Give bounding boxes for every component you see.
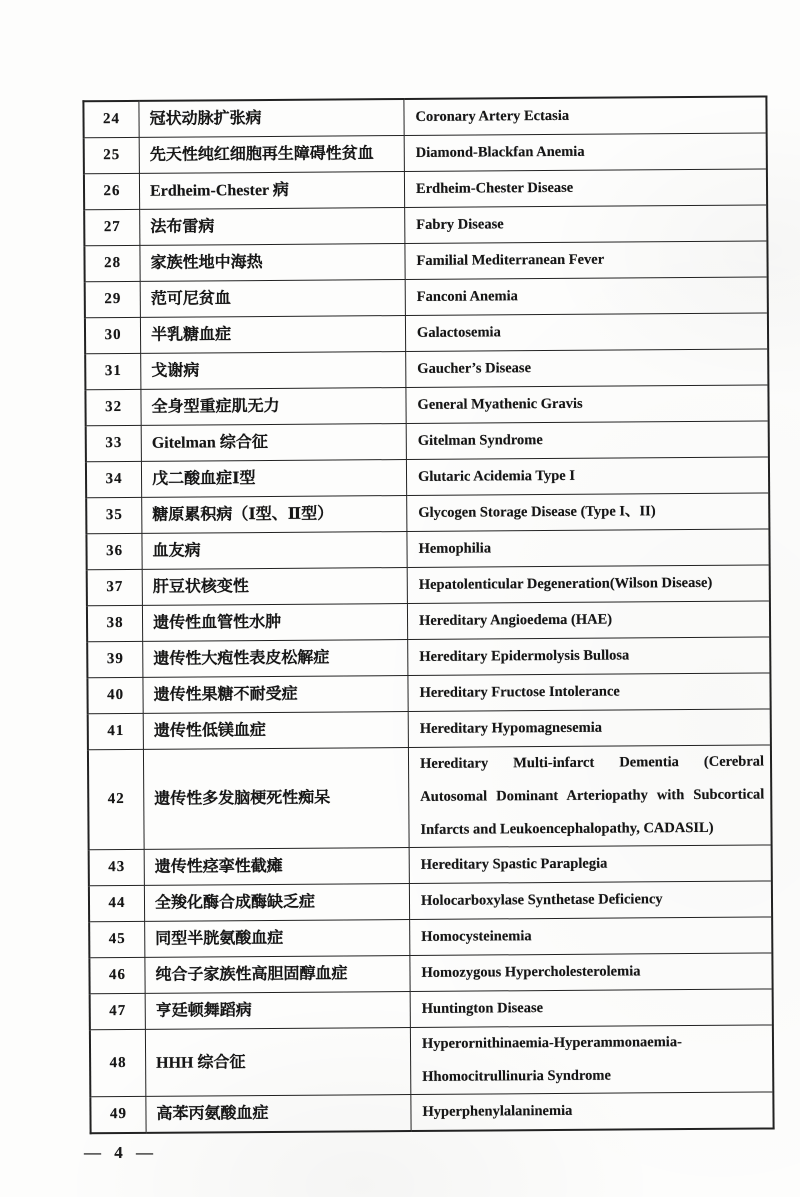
row-number-cell: 44 [89, 885, 145, 921]
row-number-cell: 25 [84, 137, 140, 173]
disease-name-zh-cell: 糖原累积病（Ⅰ型、Ⅱ型） [142, 496, 407, 534]
disease-name-zh-cell: 遗传性果糖不耐受症 [143, 676, 408, 714]
row-number-cell: 28 [84, 245, 140, 281]
row-number-cell: 39 [87, 641, 143, 677]
row-number-cell: 38 [87, 605, 143, 641]
row-number-cell: 27 [84, 209, 140, 245]
row-number-cell: 41 [88, 713, 144, 749]
disease-name-zh-cell: 全羧化酶合成酶缺乏症 [144, 884, 409, 922]
disease-name-en-cell: Hereditary Epidermolysis Bullosa [408, 637, 771, 676]
disease-name-zh-cell: 高苯丙氨酸血症 [146, 1094, 411, 1132]
row-number-cell: 42 [88, 749, 144, 849]
disease-name-en-cell: Hereditary Hypomagnesemia [408, 709, 771, 748]
table-row [85, 385, 768, 426]
page-number: — 4 — [84, 1143, 153, 1162]
row-number-cell: 36 [86, 533, 142, 569]
table-row [88, 709, 771, 750]
table-row [85, 349, 768, 390]
table-row [90, 1025, 773, 1097]
row-number-cell: 46 [89, 957, 145, 993]
disease-name-en-cell: Glycogen Storage Disease (Type I、II) [407, 493, 770, 532]
disease-name-zh-cell: 范可尼贫血 [140, 280, 405, 318]
table-row [90, 989, 773, 1030]
disease-name-zh-cell: 全身型重症肌无力 [141, 388, 406, 426]
table-row [86, 529, 769, 570]
disease-name-zh-cell: 遗传性大疱性表皮松解症 [143, 640, 408, 678]
disease-name-zh-cell: HHH 综合征 [145, 1028, 410, 1097]
row-number-cell: 48 [90, 1029, 146, 1096]
table-row [86, 421, 769, 462]
table-row [87, 565, 770, 606]
table-row [90, 1092, 773, 1133]
table-row [89, 953, 772, 994]
row-number-cell: 49 [90, 1096, 146, 1133]
table-row [87, 601, 770, 642]
disease-name-zh-cell: 戊二酸血症Ⅰ型 [141, 460, 406, 498]
disease-name-zh-cell: 先天性纯红细胞再生障碍性贫血 [139, 136, 404, 174]
disease-name-zh-cell: 遗传性低镁血症 [143, 712, 408, 750]
disease-name-zh-cell: 家族性地中海热 [140, 244, 405, 282]
table-row [83, 96, 766, 137]
disease-name-en-cell: Fanconi Anemia [405, 277, 768, 316]
disease-name-zh-cell: 纯合子家族性高胆固醇血症 [145, 956, 410, 994]
disease-name-en-cell: Familial Mediterranean Fever [405, 241, 768, 280]
disease-name-en-cell: Hemophilia [407, 529, 770, 568]
disease-name-zh-cell: 遗传性痉挛性截瘫 [144, 848, 409, 886]
table-row [84, 169, 767, 210]
disease-name-en-cell: Hereditary Spastic Paraplegia [409, 845, 772, 884]
row-number-cell: 32 [85, 389, 141, 425]
table-row [85, 313, 768, 354]
table-row [86, 457, 769, 498]
disease-name-en-cell: Hepatolenticular Degeneration(Wilson Disease) [407, 565, 770, 604]
disease-name-en-cell: Hereditary Angioedema (HAE) [407, 601, 770, 640]
row-number-cell: 37 [87, 569, 143, 605]
disease-name-en-cell: Homozygous Hypercholesterolemia [410, 953, 773, 992]
disease-name-zh-cell: Erdheim-Chester 病 [139, 172, 404, 210]
table-row [87, 673, 770, 714]
table-wrapper [82, 96, 765, 1134]
row-number-cell: 26 [84, 173, 140, 209]
row-number-cell: 47 [90, 993, 146, 1029]
row-number-cell: 40 [87, 677, 143, 713]
disease-name-zh-cell: 肝豆状核变性 [142, 568, 407, 606]
disease-name-zh-cell: 冠状动脉扩张病 [139, 99, 404, 137]
disease-name-en-cell: Hereditary Fructose Intolerance [408, 673, 771, 712]
table-row [84, 205, 767, 246]
disease-name-en-cell: Gaucher’s Disease [406, 349, 769, 388]
disease-name-en-cell: Hyperphenylalaninemia [411, 1092, 774, 1131]
row-number-cell: 35 [86, 497, 142, 533]
disease-name-zh-cell: 遗传性多发脑梗死性痴呆 [143, 748, 409, 850]
disease-name-en-cell: Gitelman Syndrome [406, 421, 769, 460]
disease-name-en-cell: Glutaric Acidemia Type I [406, 457, 769, 496]
disease-name-en-cell: Diamond-Blackfan Anemia [404, 133, 767, 172]
table-row [86, 493, 769, 534]
disease-name-zh-cell: 戈谢病 [141, 352, 406, 390]
row-number-cell: 30 [85, 317, 141, 353]
table-row [89, 845, 772, 886]
disease-name-en-cell: Holocarboxylase Synthetase Deficiency [409, 881, 772, 920]
disease-name-en-cell: Fabry Disease [405, 205, 768, 244]
disease-name-zh-cell: 亨廷顿舞蹈病 [145, 992, 410, 1030]
disease-name-zh-cell: 法布雷病 [140, 208, 405, 246]
table-row [89, 917, 772, 958]
disease-name-en-cell: Galactosemia [405, 313, 768, 352]
table-row [89, 881, 772, 922]
table-row [84, 133, 767, 174]
table-row [87, 637, 770, 678]
row-number-cell: 33 [86, 425, 142, 461]
row-number-cell: 45 [89, 921, 145, 957]
disease-name-en-cell: Hereditary Multi-infarct Dementia (Cerebral Autosomal Dominant Arteriopathy with Subcortical Infarcts and Leukoencephalopathy, CADASIL) [408, 745, 771, 848]
disease-name-zh-cell: 半乳糖血症 [140, 316, 405, 354]
disease-name-zh-cell: 同型半胱氨酸血症 [145, 920, 410, 958]
disease-name-en-cell: Coronary Artery Ectasia [404, 96, 767, 135]
row-number-cell: 43 [89, 849, 145, 885]
row-number-cell: 29 [85, 281, 141, 317]
table-row [84, 241, 767, 282]
disease-name-zh-cell: 血友病 [142, 532, 407, 570]
rare-disease-table-body [83, 96, 773, 1133]
disease-name-en-cell: Erdheim-Chester Disease [404, 169, 767, 208]
row-number-cell: 31 [85, 353, 141, 389]
table-row [88, 745, 772, 850]
row-number-cell: 24 [83, 101, 139, 138]
table-row [85, 277, 768, 318]
disease-name-en-cell: Huntington Disease [410, 989, 773, 1028]
disease-name-zh-cell: 遗传性血管性水肿 [142, 604, 407, 642]
disease-name-en-cell: Homocysteinemia [410, 917, 773, 956]
rare-disease-table [82, 95, 774, 1134]
disease-name-en-cell: Hyperornithinaemia-Hyperammonaemia-Hhomocitrullinuria Syndrome [410, 1025, 773, 1095]
disease-name-zh-cell: Gitelman 综合征 [141, 424, 406, 462]
disease-name-en-cell: General Myathenic Gravis [406, 385, 769, 424]
row-number-cell: 34 [86, 461, 142, 497]
